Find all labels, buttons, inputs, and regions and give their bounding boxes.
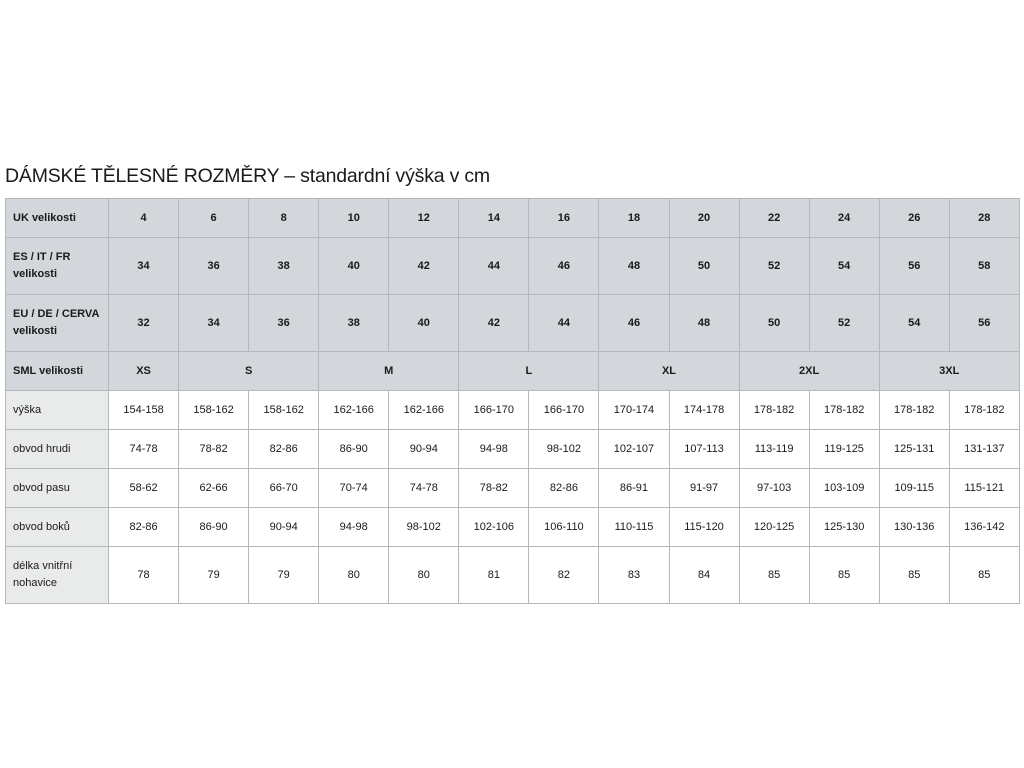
size-cell: 50 [739, 295, 809, 352]
size-cell: 54 [879, 295, 949, 352]
size-cell: 36 [249, 295, 319, 352]
height-row [6, 391, 1020, 430]
measurement-cell: 162-166 [389, 391, 459, 430]
measurement-cell: 102-106 [459, 508, 529, 547]
measurement-cell: 115-121 [949, 469, 1019, 508]
measurement-cell: 83 [599, 547, 669, 604]
size-cell: 52 [809, 295, 879, 352]
measurement-cell: 78-82 [459, 469, 529, 508]
size-cell: 54 [809, 238, 879, 295]
measurement-cell: 110-115 [599, 508, 669, 547]
size-group-cell: S [179, 352, 319, 391]
row-label-line: ES / IT / FR [13, 251, 71, 263]
measurement-cell: 115-120 [669, 508, 739, 547]
size-cell: 58 [949, 238, 1019, 295]
measurement-cell: 66-70 [249, 469, 319, 508]
size-cell: 18 [599, 199, 669, 238]
measurement-cell: 78-82 [179, 430, 249, 469]
size-cell: 52 [739, 238, 809, 295]
measurement-cell: 70-74 [319, 469, 389, 508]
measurement-cell: 85 [949, 547, 1019, 604]
measurement-cell: 94-98 [319, 508, 389, 547]
size-group-cell: XL [599, 352, 739, 391]
measurement-cell: 82-86 [109, 508, 179, 547]
measurement-cell: 178-182 [879, 391, 949, 430]
measurement-cell: 106-110 [529, 508, 599, 547]
row-label: UK velikosti [6, 199, 109, 238]
measurement-cell: 162-166 [319, 391, 389, 430]
measurement-cell: 178-182 [949, 391, 1019, 430]
size-cell: 8 [249, 199, 319, 238]
measurement-cell: 79 [179, 547, 249, 604]
measurement-cell: 90-94 [389, 430, 459, 469]
measurement-cell: 90-94 [249, 508, 319, 547]
size-cell: 24 [809, 199, 879, 238]
measurement-cell: 102-107 [599, 430, 669, 469]
size-cell: 40 [319, 238, 389, 295]
size-cell: 42 [389, 238, 459, 295]
size-cell: 6 [179, 199, 249, 238]
measurement-cell: 136-142 [949, 508, 1019, 547]
size-cell: 22 [739, 199, 809, 238]
measurement-cell: 125-130 [809, 508, 879, 547]
size-chart-table [5, 198, 1020, 604]
size-cell: 26 [879, 199, 949, 238]
measurement-cell: 109-115 [879, 469, 949, 508]
measurement-cell: 80 [389, 547, 459, 604]
size-cell: 42 [459, 295, 529, 352]
measurement-cell: 158-162 [249, 391, 319, 430]
measurement-cell: 166-170 [459, 391, 529, 430]
measurement-cell: 62-66 [179, 469, 249, 508]
row-label [6, 295, 109, 352]
row-label: SML velikosti [6, 352, 109, 391]
size-cell: 50 [669, 238, 739, 295]
measurement-cell: 86-90 [179, 508, 249, 547]
size-group-cell: L [459, 352, 599, 391]
size-cell: 44 [529, 295, 599, 352]
chest-row [6, 430, 1020, 469]
measurement-cell: 98-102 [389, 508, 459, 547]
measurement-cell: 178-182 [739, 391, 809, 430]
size-cell: 38 [249, 238, 319, 295]
row-label-line: EU / DE / CERVA [13, 308, 100, 320]
size-cell: 44 [459, 238, 529, 295]
size-group-cell: 3XL [879, 352, 1019, 391]
uk-sizes-row [6, 199, 1020, 238]
measurement-cell: 82-86 [529, 469, 599, 508]
sml-sizes-row [6, 352, 1020, 391]
row-label: obvod pasu [6, 469, 109, 508]
size-cell: 28 [949, 199, 1019, 238]
size-cell: 48 [599, 238, 669, 295]
measurement-cell: 166-170 [529, 391, 599, 430]
inseam-row [6, 547, 1020, 604]
size-cell: 36 [179, 238, 249, 295]
size-group-cell: 2XL [739, 352, 879, 391]
size-cell: 14 [459, 199, 529, 238]
measurement-cell: 174-178 [669, 391, 739, 430]
size-cell: 4 [109, 199, 179, 238]
measurement-cell: 107-113 [669, 430, 739, 469]
size-group-cell: M [319, 352, 459, 391]
measurement-cell: 58-62 [109, 469, 179, 508]
size-cell: 48 [669, 295, 739, 352]
size-cell: 56 [949, 295, 1019, 352]
row-label-line: nohavice [13, 577, 58, 589]
page-title: DÁMSKÉ TĚLESNÉ ROZMĚRY – standardní výška v cm [5, 165, 490, 187]
measurement-cell: 125-131 [879, 430, 949, 469]
measurement-cell: 113-119 [739, 430, 809, 469]
size-cell: 46 [599, 295, 669, 352]
size-cell: 34 [179, 295, 249, 352]
measurement-cell: 178-182 [809, 391, 879, 430]
size-cell: 32 [109, 295, 179, 352]
measurement-cell: 85 [879, 547, 949, 604]
size-cell: 34 [109, 238, 179, 295]
size-cell: 46 [529, 238, 599, 295]
measurement-cell: 85 [739, 547, 809, 604]
size-cell: 40 [389, 295, 459, 352]
measurement-cell: 80 [319, 547, 389, 604]
measurement-cell: 158-162 [179, 391, 249, 430]
measurement-cell: 130-136 [879, 508, 949, 547]
row-label: výška [6, 391, 109, 430]
hips-row [6, 508, 1020, 547]
size-cell: 16 [529, 199, 599, 238]
measurement-cell: 85 [809, 547, 879, 604]
measurement-cell: 94-98 [459, 430, 529, 469]
size-cell: 38 [319, 295, 389, 352]
waist-row [6, 469, 1020, 508]
measurement-cell: 131-137 [949, 430, 1019, 469]
measurement-cell: 154-158 [109, 391, 179, 430]
size-cell: 10 [319, 199, 389, 238]
measurement-cell: 97-103 [739, 469, 809, 508]
measurement-cell: 91-97 [669, 469, 739, 508]
size-cell: 56 [879, 238, 949, 295]
row-label-line: velikosti [13, 268, 58, 280]
row-label-line: délka vnitřní [13, 560, 73, 572]
size-cell: 12 [389, 199, 459, 238]
measurement-cell: 119-125 [809, 430, 879, 469]
row-label [6, 547, 109, 604]
measurement-cell: 82 [529, 547, 599, 604]
row-label [6, 238, 109, 295]
measurement-cell: 74-78 [109, 430, 179, 469]
measurement-cell: 120-125 [739, 508, 809, 547]
measurement-cell: 170-174 [599, 391, 669, 430]
measurement-cell: 82-86 [249, 430, 319, 469]
row-label: obvod boků [6, 508, 109, 547]
measurement-cell: 81 [459, 547, 529, 604]
size-cell: 20 [669, 199, 739, 238]
row-label: obvod hrudi [6, 430, 109, 469]
eu-de-cerva-sizes-row [6, 295, 1020, 352]
measurement-cell: 86-90 [319, 430, 389, 469]
size-group-cell: XS [109, 352, 179, 391]
measurement-cell: 84 [669, 547, 739, 604]
measurement-cell: 79 [249, 547, 319, 604]
es-it-fr-sizes-row [6, 238, 1020, 295]
measurement-cell: 74-78 [389, 469, 459, 508]
measurement-cell: 78 [109, 547, 179, 604]
measurement-cell: 98-102 [529, 430, 599, 469]
measurement-cell: 86-91 [599, 469, 669, 508]
measurement-cell: 103-109 [809, 469, 879, 508]
row-label-line: velikosti [13, 325, 58, 337]
